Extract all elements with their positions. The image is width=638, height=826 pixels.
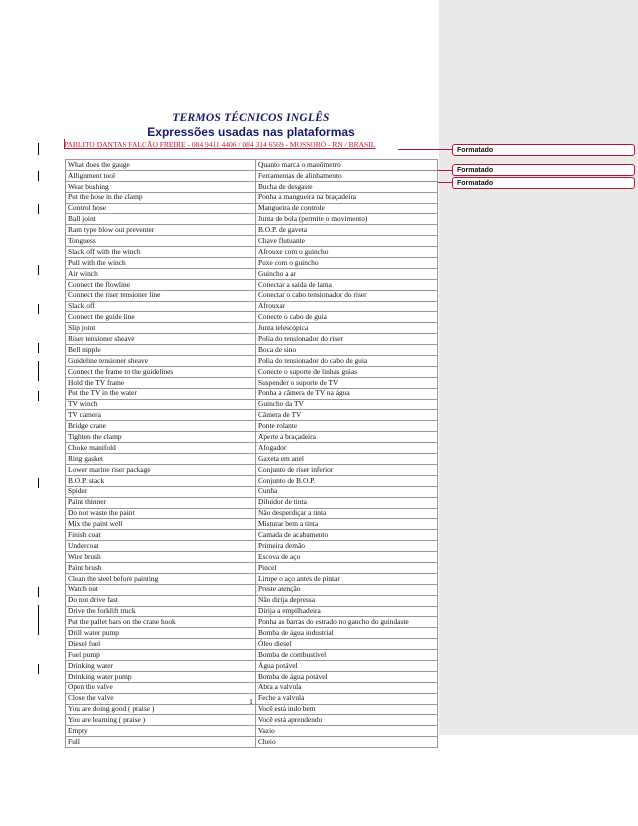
comment-connector <box>438 170 452 171</box>
table-row <box>66 214 438 225</box>
term-english: Riser tensioner sheave <box>66 334 256 345</box>
term-portuguese: Afrouxar <box>256 301 438 312</box>
term-portuguese: Aperte a braçadeira <box>256 432 438 443</box>
term-english: Clean the steel before painting <box>66 573 256 584</box>
term-english: Tighten the clamp <box>66 432 256 443</box>
table-row <box>66 715 438 726</box>
change-bar <box>38 204 39 214</box>
table-row <box>66 639 438 650</box>
term-portuguese: Camada de acabamento <box>256 530 438 541</box>
change-bar <box>38 171 39 181</box>
change-bar <box>38 587 39 597</box>
table-row <box>66 323 438 334</box>
term-english: Paint thinner <box>66 497 256 508</box>
term-portuguese: Polia do tensionador do cabo de guia <box>256 356 438 367</box>
term-english: Drinking water pump <box>66 671 256 682</box>
term-english: Drive the forklift truck <box>66 606 256 617</box>
table-row <box>66 443 438 454</box>
table-row <box>66 421 438 432</box>
table-row <box>66 737 438 748</box>
table-row <box>66 345 438 356</box>
table-row <box>66 497 438 508</box>
table-row <box>66 377 438 388</box>
term-english: Ball joint <box>66 214 256 225</box>
term-portuguese: Ponha a mangueira na braçadeira <box>256 192 438 203</box>
term-portuguese: Cunha <box>256 486 438 497</box>
term-portuguese: Afrouxe com o guincho <box>256 247 438 258</box>
term-portuguese: Limpe o aço antes de pintar <box>256 573 438 584</box>
term-portuguese: Junta telescópica <box>256 323 438 334</box>
term-english: Diesel fuel <box>66 639 256 650</box>
term-portuguese: Você está indo bem <box>256 704 438 715</box>
term-english: Do not drive fast <box>66 595 256 606</box>
term-english: Connect the riser tensioner line <box>66 290 256 301</box>
table-row <box>66 541 438 552</box>
table-row <box>66 508 438 519</box>
document-subtitle: Expressões usadas nas plataformas <box>147 125 355 139</box>
term-portuguese: Boca de sino <box>256 345 438 356</box>
term-portuguese: Gaxeta em anel <box>256 454 438 465</box>
change-bar <box>38 304 39 314</box>
term-portuguese: Você está aprendendo <box>256 715 438 726</box>
term-portuguese: Não dirija depressa <box>256 595 438 606</box>
term-english: Guideline tensioner sheave <box>66 356 256 367</box>
term-portuguese: Conecte o suporte de linhas guias <box>256 366 438 377</box>
term-portuguese: Preste atenção <box>256 584 438 595</box>
term-portuguese: Afogador <box>256 443 438 454</box>
table-row <box>66 236 438 247</box>
table-row <box>66 595 438 606</box>
table-row <box>66 203 438 214</box>
table-row <box>66 726 438 737</box>
term-english: What does the gauge <box>66 160 256 171</box>
term-english: Undercoat <box>66 541 256 552</box>
table-row <box>66 562 438 573</box>
term-portuguese: Dirija a empilhadeira <box>256 606 438 617</box>
term-portuguese: Ponte rolante <box>256 421 438 432</box>
change-bar <box>38 391 39 401</box>
table-row <box>66 192 438 203</box>
table-row <box>66 475 438 486</box>
page-number: 1 <box>249 697 253 706</box>
term-english: Open the valve <box>66 682 256 693</box>
term-portuguese: Bomba de água industrial <box>256 628 438 639</box>
term-portuguese: Conecte o cabo de guia <box>256 312 438 323</box>
change-bar <box>38 343 39 353</box>
term-portuguese: Diluidor de tinta <box>256 497 438 508</box>
term-portuguese: Primeira demão <box>256 541 438 552</box>
table-row <box>66 628 438 639</box>
term-portuguese: Polia do tensionador do riser <box>256 334 438 345</box>
comment-sidebar <box>439 0 638 735</box>
table-row <box>66 530 438 541</box>
table-row <box>66 486 438 497</box>
term-english: Fuel pump <box>66 650 256 661</box>
term-english: Full <box>66 737 256 748</box>
term-english: You are learning ( praise ) <box>66 715 256 726</box>
term-english: Tonguess <box>66 236 256 247</box>
table-row <box>66 279 438 290</box>
term-portuguese: Óleo diesel <box>256 639 438 650</box>
term-portuguese: Ponha as barras do estrado no gancho do guindaste <box>256 617 438 628</box>
change-bar <box>38 361 39 381</box>
term-english: Finish coat <box>66 530 256 541</box>
table-row <box>66 170 438 181</box>
term-portuguese: Puxe com o guincho <box>256 258 438 269</box>
term-english: Slip joint <box>66 323 256 334</box>
table-row <box>66 617 438 628</box>
term-english: Hold the TV frame <box>66 377 256 388</box>
table-row <box>66 519 438 530</box>
table-row <box>66 301 438 312</box>
table-row <box>66 160 438 171</box>
term-english: Do not waste the paint <box>66 508 256 519</box>
term-portuguese: Não desperdiçar a tinta <box>256 508 438 519</box>
change-bar <box>38 605 39 635</box>
term-english: Empty <box>66 726 256 737</box>
term-portuguese: Vazio <box>256 726 438 737</box>
term-portuguese: Suspender o suporte de TV <box>256 377 438 388</box>
term-english: Mix the paint well <box>66 519 256 530</box>
table-row <box>66 671 438 682</box>
table-row <box>66 268 438 279</box>
table-row <box>66 258 438 269</box>
change-bar <box>38 143 39 155</box>
term-portuguese: Cheio <box>256 737 438 748</box>
term-english: Ram type blow out preventer <box>66 225 256 236</box>
term-portuguese: Ferramentas de alinhamento <box>256 170 438 181</box>
term-portuguese: Quanto marca o manômetro <box>256 160 438 171</box>
term-english: Watch out <box>66 584 256 595</box>
term-english: Put the TV in the water <box>66 388 256 399</box>
term-english: Spider <box>66 486 256 497</box>
table-row <box>66 682 438 693</box>
term-portuguese: Conectar o cabo tensionador do riser <box>256 290 438 301</box>
terms-table <box>65 159 438 748</box>
table-row <box>66 247 438 258</box>
comment-balloon[interactable]: Formatado <box>452 164 635 176</box>
table-row <box>66 388 438 399</box>
term-english: Wear bushing <box>66 181 256 192</box>
term-english: Choke manifold <box>66 443 256 454</box>
term-english: Bell nipple <box>66 345 256 356</box>
table-row <box>66 399 438 410</box>
term-english: Put the hose in the clamp <box>66 192 256 203</box>
author-line: PABLITO DANTAS FALCÃO FREIRE - 084 9411 4406 / 084 314 6569 - MOSSORÓ - RN / BRASIL <box>64 140 376 149</box>
table-row <box>66 356 438 367</box>
table-row <box>66 432 438 443</box>
change-bar <box>38 664 39 674</box>
term-english: Allignment tool <box>66 170 256 181</box>
term-english: Connect the frame to the guidelines <box>66 366 256 377</box>
table-row <box>66 366 438 377</box>
term-english: TV camera <box>66 410 256 421</box>
term-english: Drinking water <box>66 660 256 671</box>
term-portuguese: Abra a valvula <box>256 682 438 693</box>
term-portuguese: Escova de aço <box>256 552 438 563</box>
term-portuguese: Guincho da TV <box>256 399 438 410</box>
term-portuguese: Conjunto de riser inferior <box>256 464 438 475</box>
table-row <box>66 454 438 465</box>
table-row <box>66 334 438 345</box>
term-english: Slack off with the winch <box>66 247 256 258</box>
term-english: Wire brush <box>66 552 256 563</box>
table-row <box>66 584 438 595</box>
table-row <box>66 290 438 301</box>
comment-connector <box>438 182 452 183</box>
document-title: TERMOS TÉCNICOS INGLÊS <box>172 112 330 124</box>
term-english: Slack off <box>66 301 256 312</box>
comment-balloon[interactable]: Formatado <box>452 177 635 189</box>
term-portuguese: Pincel <box>256 562 438 573</box>
term-portuguese: B.O.P. de gaveta <box>256 225 438 236</box>
term-english: Bridge crane <box>66 421 256 432</box>
term-english: Control hose <box>66 203 256 214</box>
term-portuguese: Câmera de TV <box>256 410 438 421</box>
table-row <box>66 410 438 421</box>
table-row <box>66 606 438 617</box>
change-bar <box>38 265 39 275</box>
term-portuguese: Chave flutuante <box>256 236 438 247</box>
table-row <box>66 573 438 584</box>
term-portuguese: Conjunto de B.O.P. <box>256 475 438 486</box>
term-portuguese: Mangueira de controle <box>256 203 438 214</box>
term-portuguese: Bomba de combustível <box>256 650 438 661</box>
term-english: You are doing good ( praise ) <box>66 704 256 715</box>
term-portuguese: Junta de bola (permite o movimento) <box>256 214 438 225</box>
table-row <box>66 181 438 192</box>
table-row <box>66 650 438 661</box>
table-row <box>66 225 438 236</box>
term-english: Connect the flowline <box>66 279 256 290</box>
comment-connector <box>398 149 452 150</box>
term-portuguese: Ponha a câmera de TV na água <box>256 388 438 399</box>
term-english: Put the pallet bars on the crane hook <box>66 617 256 628</box>
change-bar <box>38 478 39 488</box>
term-english: Air winch <box>66 268 256 279</box>
term-english: B.O.P. stack <box>66 475 256 486</box>
term-english: Lower marine riser package <box>66 464 256 475</box>
comment-balloon[interactable]: Formatado <box>452 144 635 156</box>
term-english: Ring gasket <box>66 454 256 465</box>
term-portuguese: Bucha de desgaste <box>256 181 438 192</box>
table-row <box>66 464 438 475</box>
term-english: Drill water pump <box>66 628 256 639</box>
term-english: Close the valve <box>66 693 256 704</box>
term-english: TV winch <box>66 399 256 410</box>
table-row <box>66 552 438 563</box>
term-english: Pull with the winch <box>66 258 256 269</box>
term-portuguese: Água potável <box>256 660 438 671</box>
term-english: Paint brush <box>66 562 256 573</box>
table-row <box>66 660 438 671</box>
term-portuguese: Guincho a ar <box>256 268 438 279</box>
term-portuguese: Bomba de água potável <box>256 671 438 682</box>
term-portuguese: Feche a valvula <box>256 693 438 704</box>
term-portuguese: Conectar a saída de lama <box>256 279 438 290</box>
term-english: Connect the guide line <box>66 312 256 323</box>
term-portuguese: Misturar bem a tinta <box>256 519 438 530</box>
table-row <box>66 312 438 323</box>
